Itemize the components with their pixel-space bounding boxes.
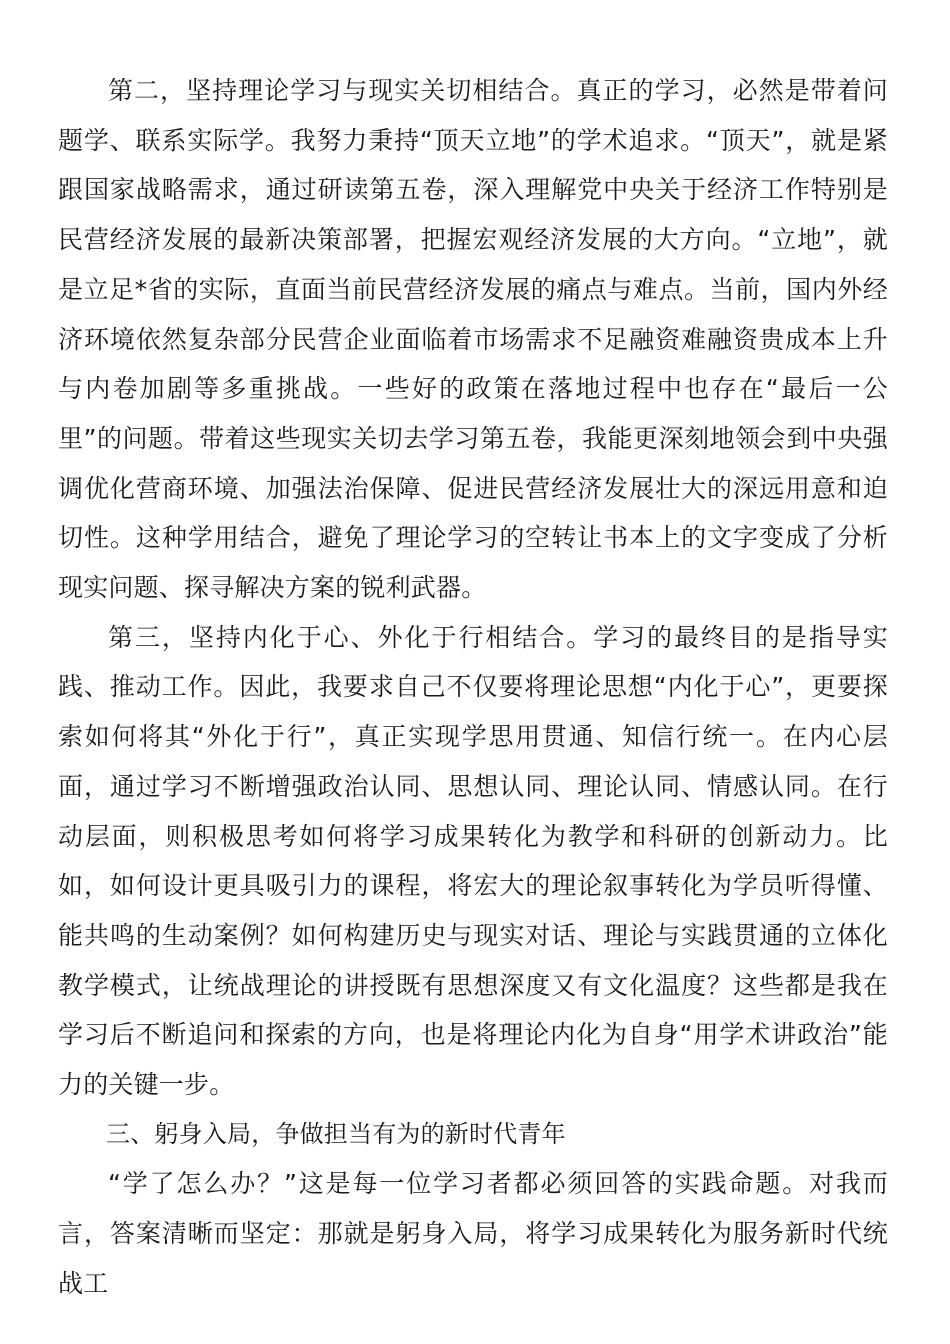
section-heading: 三、躬身入局，争做担当有为的新时代青年 bbox=[106, 1119, 566, 1148]
paragraph-second-principle: 第二，坚持理论学习与现实关切相结合。真正的学习，必然是带着问题学、联系实际学。我努力秉持“顶天立地”的学术追求。“顶天”，就是紧跟国家战略需求，通过研读第五卷，深入理解党中央关于经济工作特别是民营经济发展的最新决策部署，把握宏观经济发展的大方向。“立地”，就是立足*省的实际，直面当前民营经济发展的痛点与难点。当前，国内外经济环境依然复杂部分民营企业面临着市场需求不足融资难融资贵成本上升与内卷加剧等多重挑战。一些好的政策在落地过程中也存在“最后一公里”的问题。带着这些现实关切去学习第五卷，我能更深刻地领会到中央强调优化营商环境、加强法治保障、促进民营经济发展壮大的深远用意和迫切性。这种学用结合，避免了理论学习的空转让书本上的文字变成了分析现实问题、探寻解决方案的锐利武器。 bbox=[58, 76, 888, 603]
document-page bbox=[58, 66, 888, 1309]
paragraph-closing: “学了怎么办？”这是每一位学习者都必须回答的实践命题。对我而言，答案清晰而坚定：那就是躬身入局，将学习成果转化为服务新时代统战工 bbox=[58, 1169, 888, 1298]
paragraph-third-principle: 第三，坚持内化于心、外化于行相结合。学习的最终目的是指导实践、推动工作。因此，我要求自己不仅要将理论思想“内化于心”，更要探索如何将其“外化于行”，真正实现学思用贯通、知信行统一。在内心层面，通过学习不断增强政治认同、思想认同、理论认同、情感认同。在行动层面，则积极思考如何将学习成果转化为教学和科研的创新动力。比如，如何设计更具吸引力的课程，将宏大的理论叙事转化为学员听得懂、能共鸣的生动案例？如何构建历史与现实对话、理论与实践贯通的立体化教学模式，让统战理论的讲授既有思想深度又有文化温度？这些都是我在学习后不断追问和探索的方向，也是将理论内化为自身“用学术讲政治”能力的关键一步。 bbox=[58, 622, 888, 1100]
